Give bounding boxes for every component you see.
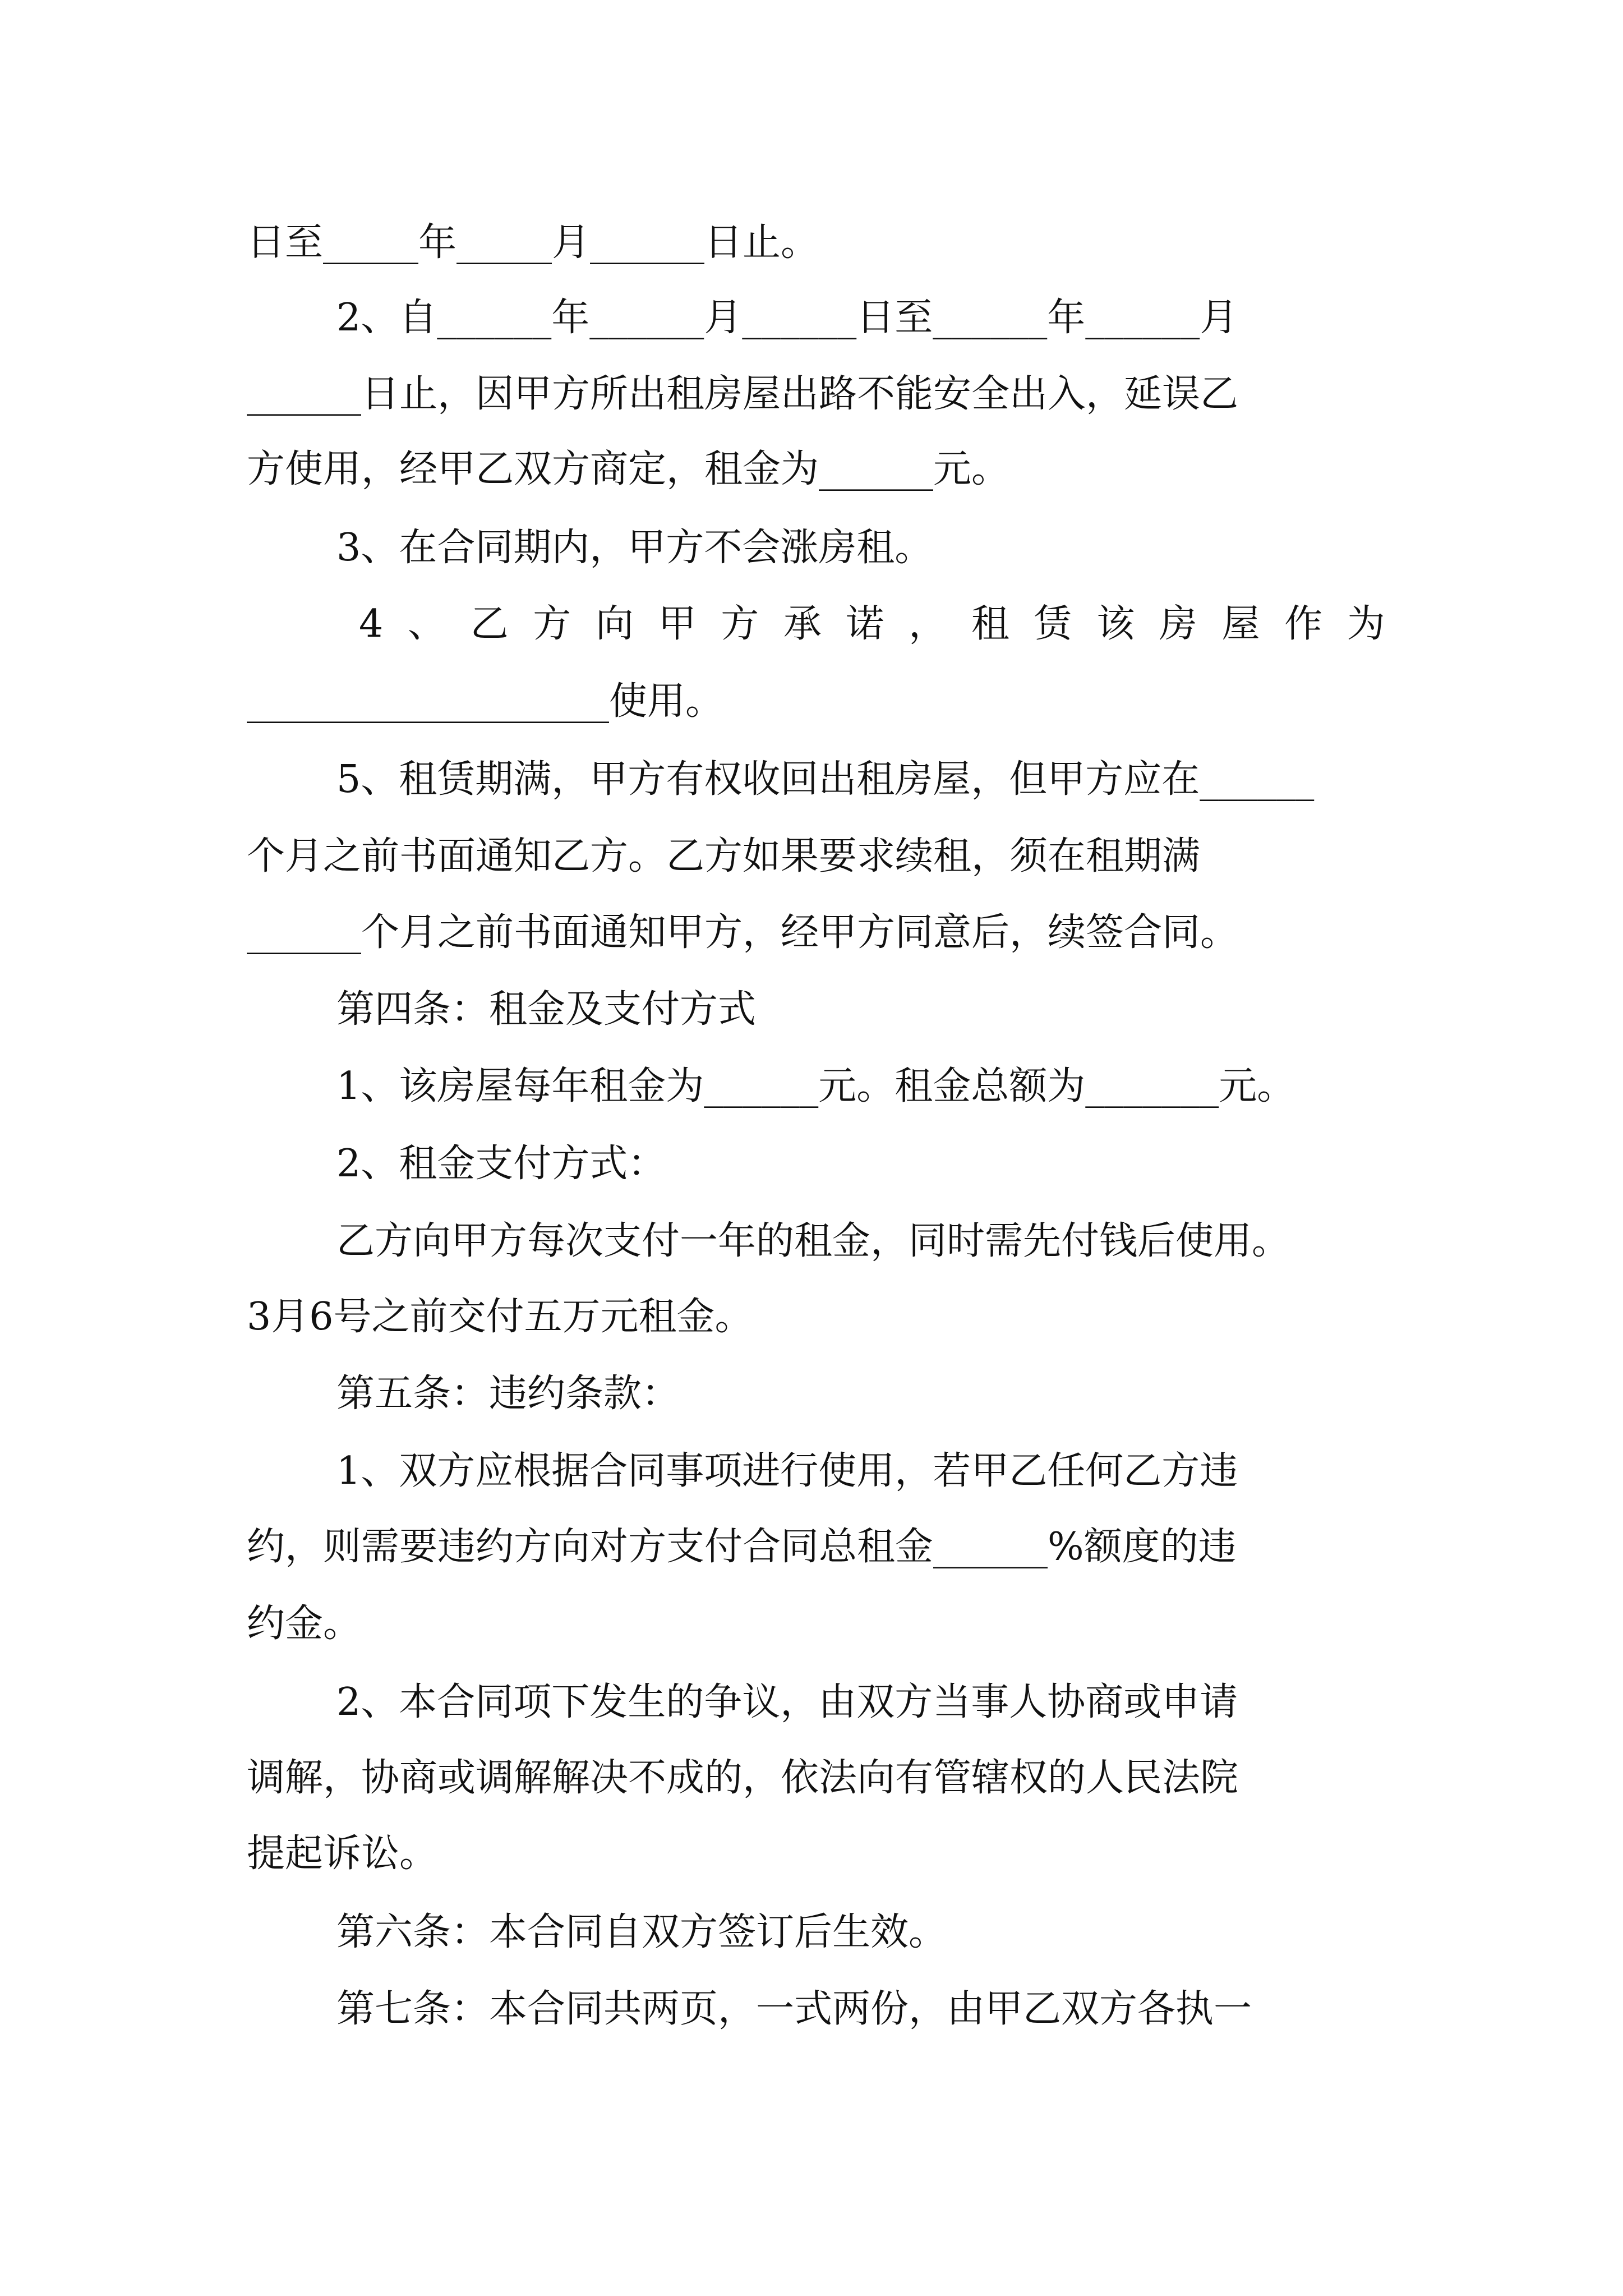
text-line: 5、租赁期满，甲方有权收回出租房屋，但甲方应在______ [336, 757, 1315, 802]
text-line: 个月之前书面通知乙方。乙方如果要求续租，须在租期满 [247, 834, 1201, 878]
char: 乙 [470, 602, 509, 646]
char: 租 [971, 602, 1009, 646]
text-line: 1、该房屋每年租金为______元。租金总额为_______元。 [336, 1064, 1295, 1108]
char: 、 [407, 602, 446, 646]
char: 诺 [846, 602, 884, 646]
char: 为 [1347, 602, 1385, 646]
text-line: 提起诉讼。 [247, 1832, 438, 1876]
text-line: 3月6号之前交付五万元租金。 [247, 1295, 753, 1339]
section-heading: 第五条：违约条款： [336, 1372, 680, 1416]
char: 方 [721, 602, 759, 646]
char: 向 [595, 602, 634, 646]
section-heading: 第四条：租金及支付方式 [336, 987, 757, 1032]
char: 屋 [1221, 602, 1260, 646]
text-line: 约金。 [247, 1602, 362, 1646]
text-line: 3、在合同期内，甲方不会涨房租。 [336, 526, 933, 570]
text-line: ___________________使用。 [247, 679, 724, 724]
char: 赁 [1034, 602, 1072, 646]
char: 作 [1284, 602, 1323, 646]
section-heading: 第七条：本合同共两页，一式两份，由甲乙双方各执一 [336, 1987, 1252, 2031]
char: 4 [359, 602, 384, 646]
text-line: 1、双方应根据合同事项进行使用，若甲乙任何乙方违 [336, 1449, 1238, 1493]
text-line: 约，则需要违约方向对方支付合同总租金______%额度的违 [247, 1525, 1237, 1569]
text-line: 方使用，经甲乙双方商定，租金为______元。 [247, 447, 1010, 491]
char: 甲 [658, 602, 697, 646]
text-line: 日至_____年_____月______日止。 [247, 220, 819, 265]
text-line: ______个月之前书面通知甲方，经甲方同意后，续签合同。 [247, 910, 1239, 955]
char: 承 [783, 602, 822, 646]
char: ， [909, 602, 947, 646]
text-line-spaced [359, 599, 1385, 650]
text-line: ______日止，因甲方所出租房屋出路不能安全出入，延误乙 [247, 372, 1239, 416]
char: 房 [1159, 602, 1197, 646]
text-line: 乙方向甲方每次支付一年的租金，同时需先付钱后使用。 [336, 1219, 1290, 1263]
text-line: 2、租金支付方式： [336, 1142, 666, 1186]
char: 该 [1096, 602, 1135, 646]
text-line: 2、本合同项下发生的争议，由双方当事人协商或申请 [336, 1680, 1238, 1724]
section-heading: 第六条：本合同自双方签订后生效。 [336, 1910, 947, 1954]
text-line: 2、自______年______月______日至______年______月 [336, 296, 1238, 340]
text-line: 调解，协商或调解解决不成的，依法向有管辖权的人民法院 [247, 1756, 1239, 1800]
char: 方 [533, 602, 571, 646]
